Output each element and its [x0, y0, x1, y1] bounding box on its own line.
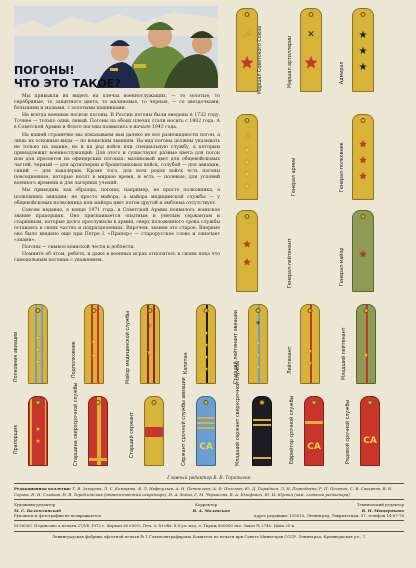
- headline: [14, 64, 121, 90]
- board-captain: ★ ★ ★ ★: [196, 304, 216, 384]
- label-private: Рядовой срочной службы: [346, 399, 351, 464]
- label-colonel-aviation: Полковник авиации: [14, 331, 19, 382]
- divider: [14, 531, 404, 532]
- article-paragraph: Помните об этом, ребята, и даже в военных играх относитесь к своим пока что самодельным погонам с уважением.: [14, 252, 220, 264]
- address-row: [14, 513, 404, 518]
- print-info: М-50500. Подписано к печати 27/VII 1972 г. Формат 60×90⅛. Печ. л. 8+обл. 8,8 уч.-изд. л. Тираж 800000 экз. Заказ № 2746. Цена 25 к.: [14, 523, 296, 529]
- artist-label: Художник-редактор: [14, 502, 56, 508]
- article-paragraph: Мы приводим, как образцы, погоны, например, не просто полковника, а полковника авиации; не просто майора, а майора медицинской службы — у общевойсковых полковника или майора цвет погон другой и эмблема отсутствует.: [14, 188, 220, 206]
- ca-letters: СА: [307, 442, 321, 452]
- label-general-major: Генерал-майор: [340, 247, 345, 286]
- article-paragraph: Не всегда военные носили погоны. В России погоны были введены в 1732 году. Точнее — только одни, левый. Погоны на обоих плечах стали носить с 1802 года. А в Советской Армии и Флоте погоны появились в начале 1943 года.: [14, 113, 220, 131]
- label-lieutenant: Лейтенант: [288, 346, 293, 374]
- board-general-army: ☭ ★ ★ ★ ★: [236, 114, 258, 200]
- article-paragraph: Погоны — символ воинской чести и доблести.: [22, 245, 135, 251]
- article-text: [14, 94, 220, 266]
- label-major-medical: Майор медицинской службы: [126, 311, 131, 384]
- board-junior-sergeant-extended: [252, 396, 272, 466]
- editorial-board-label: Редакционная коллегия:: [14, 486, 72, 492]
- article-paragraph: На нашей страничке мы показываем вам далеко не все разновидности погон, а лишь их основные виды — по воинским званиям. На вид погоны должны указывать не только на звание, но и на род войск или специальную службу, к которым принадлежит военнослужащий. Для этого и существуют разные цвета для погон или для просветов на офицерских погонах: малиновый цвет для общевойсковых частей, черный — для артиллерии и бронетанковых войск, голубой — для авиации, синий — для кавалерии. Кроме того, для всех родов войск есть погоны повседневные, которые носят в мирное время, и есть — полевые, для условий военного времени и для лагерных учений.: [14, 132, 220, 187]
- tech-label: Технический редактор: [356, 502, 404, 508]
- board-general-lieutenant: ★ ★: [236, 210, 258, 292]
- label-marshal-soviet-union: Маршал Советского Союза: [258, 25, 263, 94]
- chief-editor: Главный редактор В. В. Торопыгин: [167, 476, 251, 481]
- imprint: [14, 476, 404, 539]
- artist-name: М. С. Беломлинский: [14, 507, 61, 513]
- board-general-major: ★: [352, 210, 374, 292]
- board-private: [360, 396, 380, 466]
- board-praporshchik: ★ ★: [28, 396, 48, 466]
- article-paragraph: Совсем недавно, в конце 1971 года, в Советской Армии появилось воинское звание прапорщик. Оно присваивается опытным и умелым сержантам и старшинам, которые долго прослужили в армии, сверх положенного срока службы оставаясь в своих частях и подразделениях. Впрочем, звание это старое. Впервые оно было введено еще при Петре I. «Прапор» — старорусское слово и означает «знамя».: [14, 207, 220, 244]
- board-general-colonel: ★ ★ ★: [352, 114, 374, 200]
- manuscripts-note: Рукописи и фотографии не возвращаются: [14, 513, 101, 519]
- board-efreitor: [304, 396, 324, 466]
- tech-name: В. Н. Мещерякова: [361, 507, 404, 513]
- label-captain: Капитан: [184, 352, 189, 374]
- label-senior-lieutenant-aviation: Старший лейтенант авиации: [234, 309, 239, 384]
- board-senior-lieutenant-aviation: ✈ ★ ★ ★: [248, 304, 268, 384]
- address: Адрес редакции: 193015, Ленинград, Таврическая, 37, телефон 14-67-76: [253, 513, 404, 519]
- board-sergeant-aviation: [196, 396, 216, 466]
- label-senior-sergeant: Старший сержант: [130, 411, 135, 458]
- label-general-army: Генерал армии: [292, 157, 297, 196]
- label-sergeant-aviation: Сержант срочной службы авиации: [182, 377, 187, 466]
- corrector-label: Корректор: [195, 502, 218, 508]
- label-efreitor: Ефрейтор срочной службы: [290, 395, 295, 464]
- board-lieutenant: ★ ★: [300, 304, 320, 384]
- board-senior-sergeant: [144, 396, 164, 466]
- ca-letters: СА: [199, 442, 213, 452]
- headline-line-2: ЧТО ЭТО ТАКОЕ?: [14, 77, 121, 90]
- board-marshal-soviet-union: ☭ ★: [236, 8, 258, 92]
- board-starshina-extended: [88, 396, 108, 466]
- label-lieutenant-colonel: Подполковник: [72, 341, 77, 378]
- ca-letters: СА: [363, 436, 377, 446]
- board-lieutenant-colonel: ★ ★: [84, 304, 104, 384]
- divider: [14, 483, 404, 484]
- printer-info: Ленинградская фабрика офсетной печати № 1 Главполиграфпрома Комитета по печати при Совете Министров СССР. Ленинград, Кронверкская ул., 7.: [51, 533, 367, 539]
- board-admiral: ★ ★ ★: [352, 8, 374, 92]
- divider: [14, 499, 404, 500]
- board-junior-lieutenant: ★: [356, 304, 376, 384]
- headline-line-1: ПОГОНЫ!: [14, 64, 75, 77]
- label-general-lieutenant: Генерал-лейтенант: [288, 238, 293, 288]
- editorial-board: [14, 486, 404, 497]
- board-colonel-aviation: ★ ★ ★: [28, 304, 48, 384]
- label-starshina-extended: Старшина сверхсрочной службы: [74, 382, 79, 466]
- corrector-name: В. А. Малевская: [192, 507, 230, 513]
- divider: [14, 520, 404, 521]
- label-admiral: Адмирал: [340, 61, 345, 84]
- editorial-board-names: Т. В. Захарова, Л. С. Комарова, Ф. Л. Нафтульев, А. Н. Пантелеев, А. Ф. Паломов, Ю. Д. Порайкин, Л. Н. Пожидаева, Р. П. Посевин, С. В. Сахарнов, В. В. Серова, Н. И. Сладков, Н. В. Тереблинская (ответственный секретарь), Н. А. Ходза, Г. М. Черкасова, В. А. Юзефович, Ю. И. Юрмин (зам. главного редактора): [14, 486, 393, 497]
- board-major-medical: ⚕ ★: [140, 304, 160, 384]
- label-junior-lieutenant: Младший лейтенант: [342, 327, 347, 380]
- label-junior-sergeant-extended: Младший сержант сверхсрочной службы: [236, 360, 241, 466]
- label-praporshchik: Прапорщик: [14, 424, 19, 454]
- board-marshal-artillery: ✕ ★: [300, 8, 322, 92]
- label-general-colonel: Генерал-полковник: [340, 142, 345, 192]
- label-marshal-artillery: Маршал артиллерии: [288, 35, 293, 88]
- article-paragraph: Мы привыкли их видеть на плечах военнослужащих, — то золотые, то серебряные, то защитного цвета, то малиновые, то черные, — со звездочками, большими и малыми, с золотыми нашивками.: [14, 94, 220, 112]
